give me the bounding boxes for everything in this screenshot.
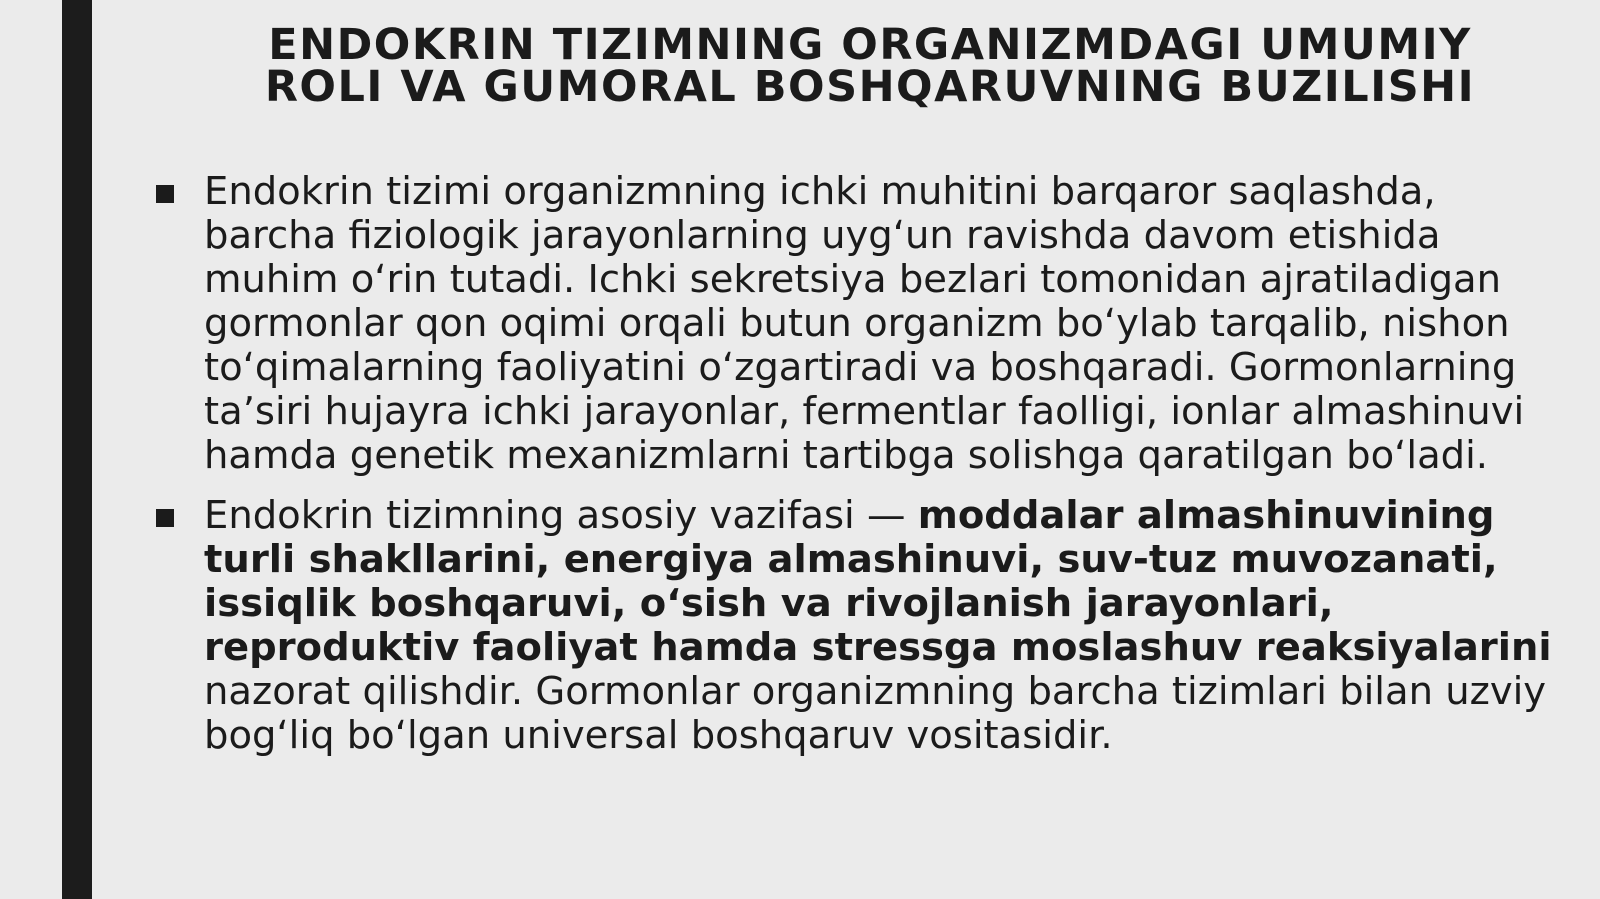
square-bullet-icon: [156, 509, 174, 527]
bullet-text-2-outro: nazorat qilishdir. Gormonlar organizmning barcha tizimlari bilan uzviy bogʻliq boʻlgan universal boshqaruv vositasidir.: [204, 669, 1547, 758]
slide-title: [180, 20, 1560, 112]
slide-title-line-2: ROLI VA GUMORAL BOSHQARUVNING BUZILISHI: [264, 62, 1476, 112]
bullet-item-1: [152, 170, 1552, 478]
bullet-text-1: Endokrin tizimi organizmning ichki muhitini barqaror saqlashda, barcha fiziologik jarayonlarning uygʻun ravishda davom etishida muhim oʻrin tutadi. Ichki sekretsiya bezlari tomonidan ajratiladigan gormonlar qon oqimi orqali butun organizm boʻylab tarqalib, nishon toʻqimalarning faoliyatini oʻzgartiradi va boshqaradi. Gormonlarning taʼsiri hujayra ichki jarayonlar, fermentlar faolligi, ionlar almashinuvi hamda genetik mexanizmlarni tartibga solishga qaratilgan boʻladi.: [204, 169, 1525, 478]
left-accent-bar: [62, 0, 92, 899]
bullet-text-2-intro: Endokrin tizimning asosiy vazifasi —: [204, 493, 918, 538]
slide-title-line-1: ENDOKRIN TIZIMNING ORGANIZMDAGI UMUMIY: [268, 20, 1472, 70]
bullet-item-2: [152, 494, 1552, 758]
bullet-text-2-emphasis: moddalar almashinuvining turli shakllarini, energiya almashinuvi, suv-tuz muvozanati, issiqlik boshqaruvi, oʻsish va rivojlanish jarayonlari, reproduktiv faoliyat hamda stressga moslashuv reaksiyalarini: [204, 493, 1552, 670]
slide-content: [152, 170, 1552, 774]
square-bullet-icon: [156, 185, 174, 203]
